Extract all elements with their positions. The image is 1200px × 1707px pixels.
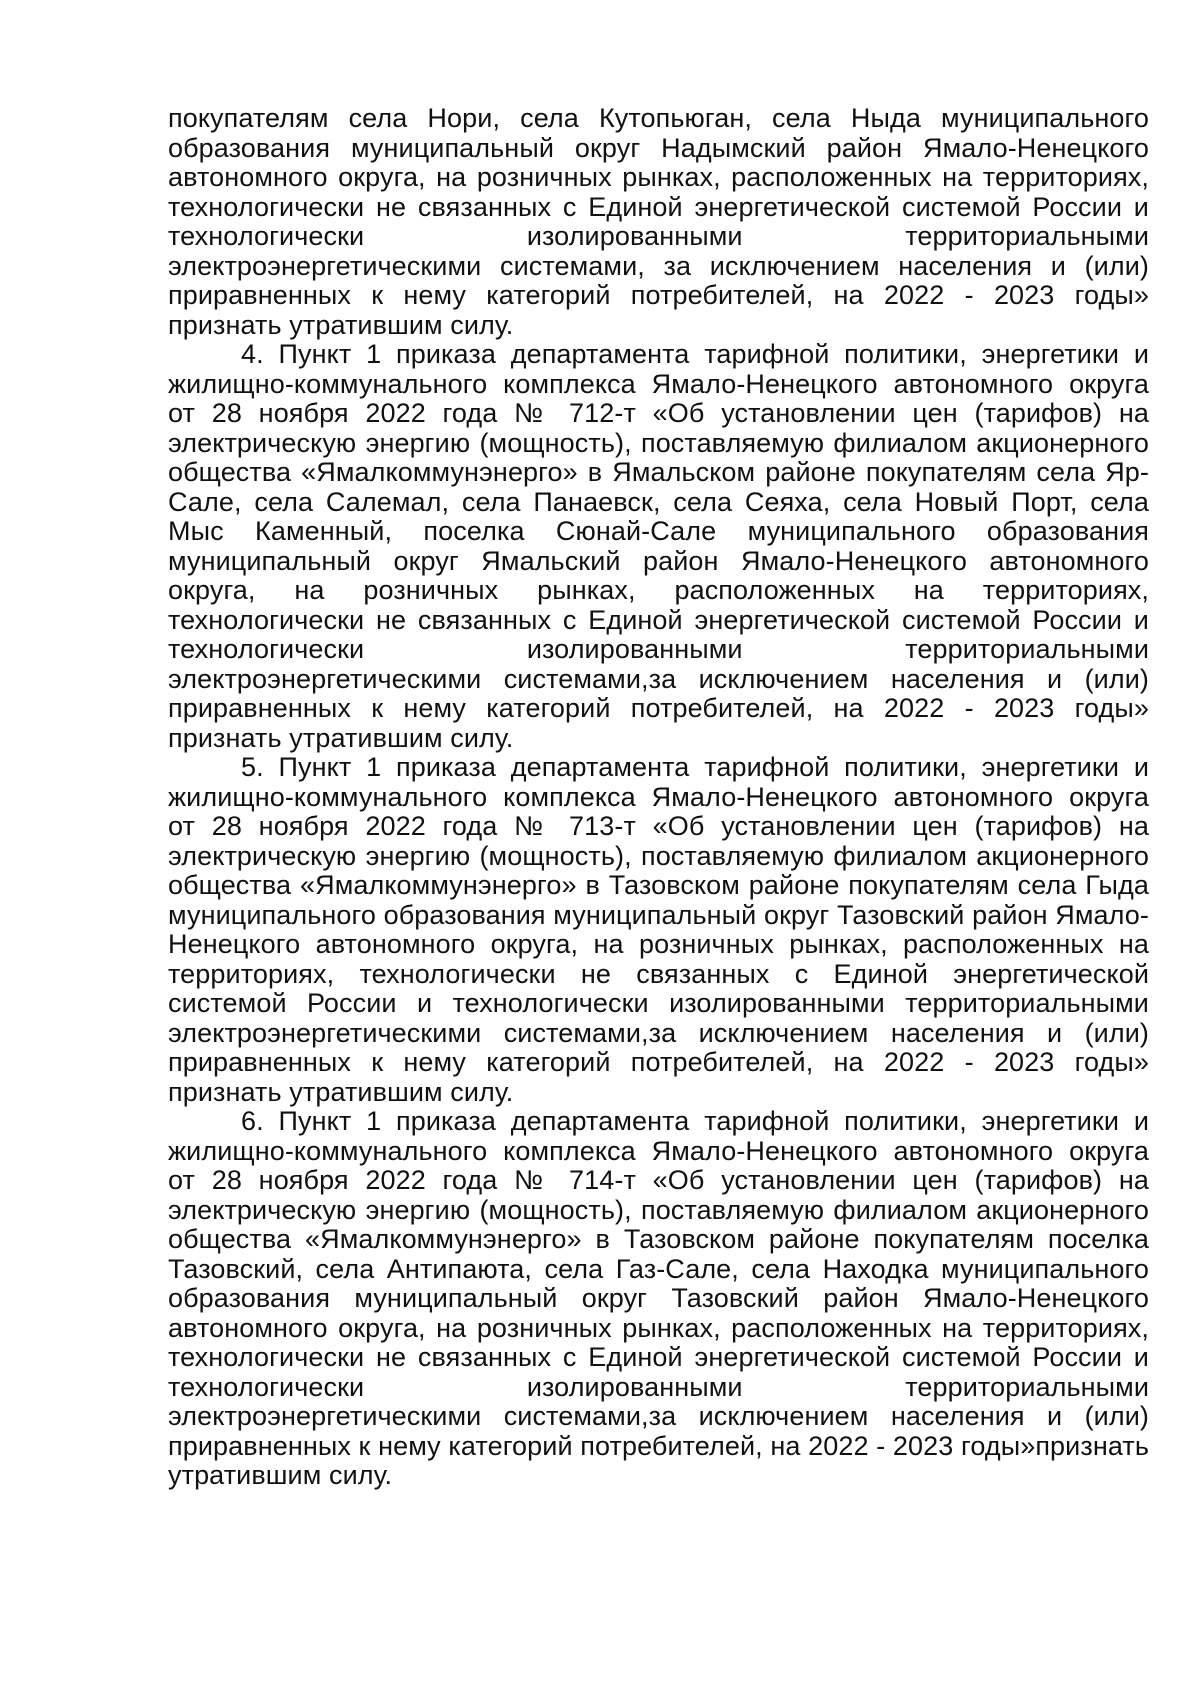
paragraph-continuation: покупателям села Нори, села Кутопьюган, села Ныда муниципального образования муниципальный округ Надымский район Ямало-Ненецкого автономного округа, на розничных рынках, расположенных на территориях, технологически не связанных с Единой энергетической системой России и технологически изолированными территориальными электроэнергетическими системами, за исключением населения и (или) приравненных к нему категорий потребителей, на 2022 - 2023 годы» признать утратившим силу. <box>168 103 1149 340</box>
paragraph-item-6: 6. Пункт 1 приказа департамента тарифной политики, энергетики и жилищно-коммунального комплекса Ямало-Ненецкого автономного округа от 28 ноября 2022 года № 714-т «Об установлении цен (тарифов) на электрическую энергию (мощность), поставляемую филиалом акционерного общества «Ямалкоммунэнерго» в Тазовском районе покупателям поселка Тазовский, села Антипаюта, села Газ-Сале, села Находка муниципального образования муниципальный округ Тазовский район Ямало-Ненецкого автономного округа, на розничных рынках, расположенных на территориях, технологически не связанных с Единой энергетической системой России и технологически изолированными территориальными электроэнергетическими системами,за исключением населения и (или) приравненных к нему категорий потребителей, на 2022 - 2023 годы»признать утратившим силу. <box>168 1106 1149 1490</box>
paragraph-item-5: 5. Пункт 1 приказа департамента тарифной политики, энергетики и жилищно-коммунального комплекса Ямало-Ненецкого автономного округа от 28 ноября 2022 года № 713-т «Об установлении цен (тарифов) на электрическую энергию (мощность), поставляемую филиалом акционерного общества «Ямалкоммунэнерго» в Тазовском районе покупателям села Гыда муниципального образования муниципальный округ Тазовский район Ямало-Ненецкого автономного округа, на розничных рынках, расположенных на территориях, технологически не связанных с Единой энергетической системой России и технологически изолированными территориальными электроэнергетическими системами,за исключением населения и (или) приравненных к нему категорий потребителей, на 2022 - 2023 годы» признать утратившим силу. <box>168 752 1149 1107</box>
document-body <box>168 104 1149 1491</box>
paragraph-item-4: 4. Пункт 1 приказа департамента тарифной политики, энергетики и жилищно-коммунального комплекса Ямало-Ненецкого автономного округа от 28 ноября 2022 года № 712-т «Об установлении цен (тарифов) на электрическую энергию (мощность), поставляемую филиалом акционерного общества «Ямалкоммунэнерго» в Ямальском районе покупателям села Яр-Сале, села Салемал, села Панаевск, села Сеяха, села Новый Порт, села Мыс Каменный, поселка Сюнай-Сале муниципального образования муниципальный округ Ямальский район Ямало-Ненецкого автономного округа, на розничных рынках, расположенных на территориях, технологически не связанных с Единой энергетической системой России и технологически изолированными территориальными электроэнергетическими системами,за исключением населения и (или) приравненных к нему категорий потребителей, на 2022 - 2023 годы» признать утратившим силу. <box>168 339 1149 753</box>
